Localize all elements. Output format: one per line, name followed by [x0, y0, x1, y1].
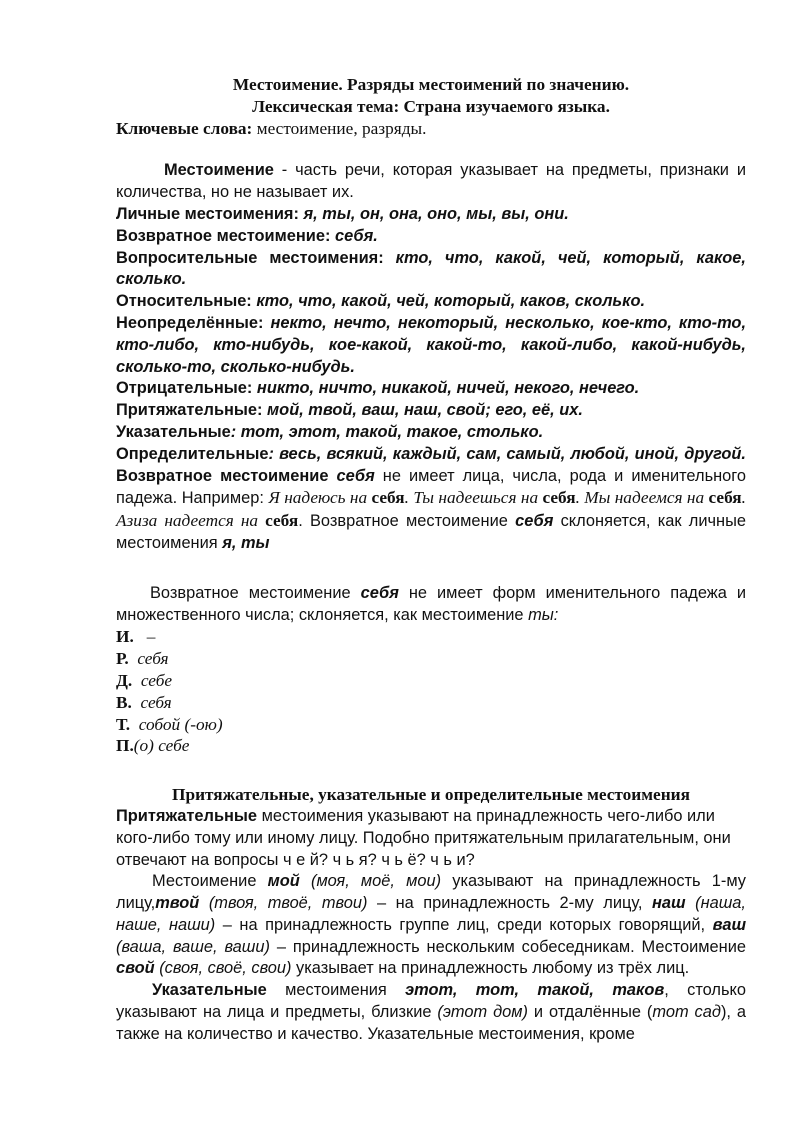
category-label: Притяжательные: [116, 401, 263, 420]
text-fragment: не имеет лица, числа, рода и именительного падежа. Например: [116, 466, 747, 508]
category-words: никто, ничто, никакой, ничей, некого, нечего. [252, 379, 640, 398]
text-fragment: Местоимение [152, 872, 268, 891]
possessive-term: Притяжательные [116, 806, 258, 825]
example-word: себя [708, 488, 742, 508]
category-words: : тот, этот, такой, такое, столько. [230, 422, 544, 441]
category-label: Отрицательные: [116, 379, 253, 398]
category-words: кто, что, какой, чей, который, какое, сколько. [116, 248, 746, 289]
category-item-possessive [116, 400, 746, 422]
keywords-text: местоимение, разряды. [252, 118, 427, 138]
category-label: Неопределённые: [116, 313, 264, 332]
pronoun-word: мой [267, 872, 300, 891]
category-words: : весь, всякий, каждый, сам, самый, любой, иной, другой. [268, 444, 746, 463]
category-words: кто, что, какой, чей, который, каков, сколько. [251, 292, 646, 311]
example-pronouns: я, ты [222, 533, 270, 552]
text-fragment: не имеет форм именительного падежа и множественного числа; склоняется, как местоимение [116, 583, 746, 624]
case-form: – [146, 627, 156, 647]
text-fragment: – принадлежность нескольким собеседникам. Местоимение [269, 937, 746, 956]
pronoun-word: твой [155, 894, 200, 913]
declension-intro [116, 583, 746, 627]
category-words: мой, твой, ваш, наш, свой; его, её, их. [262, 401, 583, 420]
text-fragment: указывают на принадлежность 1-му лицу, [116, 872, 746, 913]
intro-text: - часть речи, которая указывает на предметы, признаки и количества, но не называет их. [116, 161, 746, 202]
case-row [116, 735, 746, 757]
category-item-indefinite [116, 313, 746, 378]
reflexive-word: себя [515, 512, 554, 531]
pronoun-word: наш [652, 894, 686, 913]
document-page [116, 74, 746, 1046]
case-form: себе [140, 670, 173, 690]
pronoun-ty: ты: [528, 605, 559, 624]
category-label: Определительные [116, 444, 269, 463]
case-label: Р. [116, 649, 129, 669]
text-fragment: указывает на принадлежность любому из трёх лиц. [291, 959, 690, 978]
category-item-reflexive [116, 226, 746, 248]
keywords-line [116, 118, 746, 140]
reflexive-word: себя [336, 466, 375, 485]
example-text: (этот дом) [437, 1003, 528, 1022]
reflexive-word: себя [360, 583, 399, 602]
pronoun-word: ваш [712, 915, 747, 934]
example-word: себя [265, 511, 299, 531]
pronoun-forms: (ваша, ваше, ваши) [116, 937, 270, 956]
case-form: (о) себе [133, 736, 190, 756]
declension-table [116, 626, 746, 757]
pronoun-forms: (моя, моё, мои) [299, 872, 442, 891]
section-heading: Притяжательные, указательные и определительные местоимения [172, 785, 690, 805]
pronoun-word: свой [116, 959, 155, 978]
category-words: я, ты, он, она, оно, мы, вы, они. [298, 204, 569, 223]
case-label: Д. [116, 670, 133, 690]
category-item-relative [116, 291, 746, 313]
pronoun-forms: (своя, своё, свои) [154, 959, 292, 978]
category-words: себя. [330, 226, 378, 245]
section-body [116, 806, 746, 1046]
example-text: . Мы надеемся на [575, 488, 709, 508]
case-form: себя [137, 649, 169, 669]
keywords-label: Ключевые слова: [116, 118, 253, 138]
demonstrative-paragraph [116, 980, 746, 1045]
text-fragment: – на принадлежность 2-му лицу, [367, 894, 652, 913]
text-fragment: местоимения указывают на принадлежность чего-либо или кого-либо тому или иному лицу. Подобно притяжательным прилагательным, они отвечают на вопросы ч е й? ч ь я? ч ь ё? ч ь и? [116, 806, 731, 869]
category-label: Относительные: [116, 292, 252, 311]
possessive-paragraph [116, 806, 746, 871]
title-line-2: Лексическая тема: Страна изучаемого языка. [252, 96, 610, 116]
case-form: собой (-ою) [138, 714, 223, 734]
pronoun-words: этот, тот, такой, таков [405, 981, 665, 1000]
category-words: некто, нечто, некоторый, несколько, кое-кто, кто-то, кто-либо, кто-нибудь, кое-какой, какой-то, какой-либо, какой-нибудь, сколько-то, сколько-нибудь. [116, 313, 746, 376]
text-fragment: склоняется, как личные местоимения [116, 512, 746, 552]
text-fragment: . Возвратное местоимение [298, 512, 516, 531]
pronoun-forms: (твоя, твоё, твои) [199, 894, 368, 913]
category-label: Указательные [116, 422, 231, 441]
case-label: И. [116, 627, 134, 647]
example-text: . Ты надеешься на [404, 488, 543, 508]
case-label: Т. [116, 714, 131, 734]
case-row [116, 692, 746, 714]
category-label: Возвратное местоимение: [116, 226, 331, 245]
case-row [116, 626, 746, 648]
case-label: П. [116, 736, 134, 756]
reflexive-term: Возвратное местоимение [116, 466, 329, 485]
case-row [116, 648, 746, 670]
category-item-interrogative [116, 248, 746, 292]
text-fragment: Возвратное местоимение [150, 583, 361, 602]
text-fragment: местоимения [266, 981, 406, 1000]
category-item-demonstrative [116, 422, 746, 444]
text-fragment: и отдалённые ( [527, 1003, 653, 1022]
possessive-forms-paragraph [116, 871, 746, 980]
category-label: Вопросительные местоимения: [116, 248, 384, 267]
case-row [116, 670, 746, 692]
intro-term: Местоимение [164, 161, 274, 180]
category-list [116, 204, 746, 555]
case-row [116, 714, 746, 736]
intro-paragraph [116, 160, 746, 204]
example-text: тот сад [652, 1003, 721, 1022]
example-word: себя [542, 488, 576, 508]
example-word: себя [371, 488, 405, 508]
category-item-determinative [116, 444, 746, 555]
example-text: . Азиза надеется на [116, 488, 746, 531]
example-text: Я надеюсь на [268, 488, 372, 508]
case-form: себя [140, 692, 172, 712]
text-fragment: – на принадлежность группе лиц, среди которых говорящий, [215, 915, 713, 934]
category-label: Личные местоимения: [116, 204, 299, 223]
title-line-1: Местоимение. Разряды местоимений по значению. [232, 75, 630, 94]
case-label: В. [116, 692, 132, 712]
category-item-personal [116, 204, 746, 226]
text-fragment: , столько указывают на лица и предметы, близкие [116, 981, 746, 1022]
text-fragment: ), а также на количество и качество. Указательные местоимения, кроме [116, 1003, 746, 1043]
demonstrative-term: Указательные [152, 981, 267, 1000]
category-item-negative [116, 378, 746, 400]
pronoun-forms: (наша, наше, наши) [116, 894, 746, 934]
